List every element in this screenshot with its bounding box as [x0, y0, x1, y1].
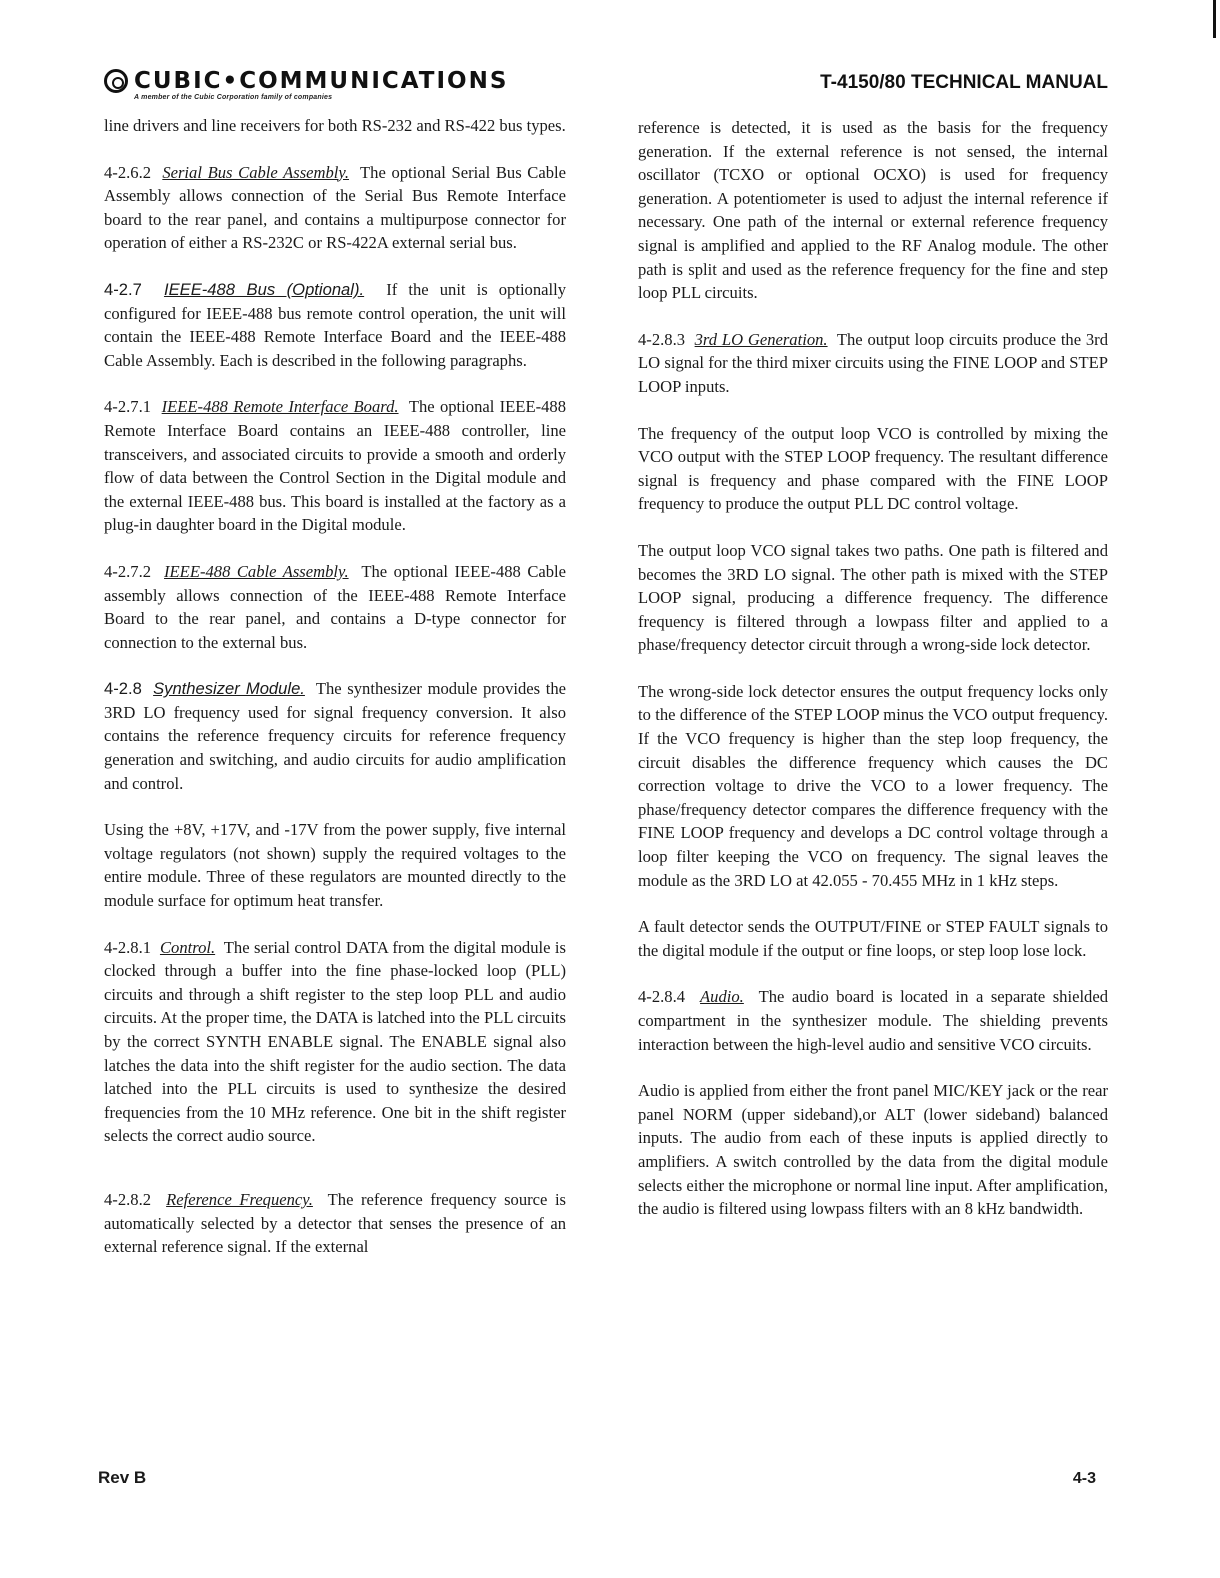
- section-body: The output loop circuits produce the 3rd LO signal for the third mixer circuits using the FINE LOOP and STEP LOOP inputs.: [638, 329, 1109, 396]
- section-number: 4-2.8.4: [638, 987, 686, 1007]
- company-logo: [104, 68, 508, 94]
- manual-title: T-4150/80 TECHNICAL MANUAL: [820, 72, 1108, 93]
- section-number: 4-2.8.3: [638, 329, 686, 349]
- company-tagline: A member of the Cubic Corporation family of companies: [134, 94, 333, 101]
- paragraph: Audio is applied from either the front panel MIC/KEY jack or the rear panel NORM (upper sideband),or ALT (lower sideband) balanced inputs. The audio from each of these inputs is applied directly to amplifiers. A switch controlled by the data from the digital module selects either the microphone or normal line input. After amplification, the audio is filtered using lowpass filters with an 8 kHz bandwidth.: [638, 1081, 1108, 1219]
- section-title: Synthesizer Module.: [153, 679, 305, 699]
- section-4-2-8-3: [638, 328, 1108, 399]
- section-title: 3rd LO Generation.: [694, 329, 828, 349]
- cubic-logo-icon: [104, 69, 128, 93]
- paragraph: The wrong-side lock detector ensures the output frequency locks only to the difference of the STEP LOOP minus the VCO output frequency. If the VCO frequency is higher than the step loop frequency, the circuit disables the difference frequency which causes the DC correction voltage to drive the VCO to a lower frequency. The phase/frequency detector compares the difference frequency with the FINE LOOP frequency and develops a DC control voltage through a loop filter keeping the VCO on frequency. The signal leaves the module as the 3RD LO at 42.055 - 70.455 MHz in 1 kHz steps.: [638, 681, 1108, 890]
- section-number: 4-2.8.2: [104, 1189, 152, 1209]
- section-body: The optional Serial Bus Cable Assembly allows connection of the Serial Bus Remote Interface board to the rear panel, and contains a multipurpose connector for operation of either a RS-232C or RS-422A external serial bus.: [104, 162, 567, 253]
- section-number: 4-2.7.2: [104, 561, 152, 581]
- section-title: IEEE-488 Remote Interface Board.: [161, 397, 399, 417]
- section-title: Serial Bus Cable Assembly.: [162, 162, 350, 182]
- section-title: Control.: [159, 937, 216, 957]
- section-body: The synthesizer module provides the 3RD LO frequency used for signal frequency conversion. It also contains the reference frequency circuits for reference frequency generation and switching, and audio circuits for audio amplification and control.: [104, 679, 567, 793]
- edge-mark: [1213, 0, 1216, 38]
- section-body: The optional IEEE-488 Remote Interface Board contains an IEEE-488 controller, line transceivers, and associated circuits to provide a smooth and orderly flow of data between the Control Section in the Digital module and the external IEEE-488 bus. This board is installed at the factory as a plug-in daughter board in the Digital module.: [104, 397, 566, 535]
- section-number: 4-2.8.1: [104, 937, 152, 957]
- section-number: 4-2.7: [104, 279, 142, 299]
- section-body: The optional IEEE-488 Cable assembly allows connection of the IEEE-488 Remote Interface Board to the rear panel, and contains a D-type connector for connection to the external bus.: [104, 561, 567, 652]
- section-4-2-8-2: [104, 1188, 566, 1259]
- section-4-2-8-4: [638, 985, 1108, 1056]
- section-4-2-8: [104, 677, 566, 795]
- paragraph: Using the +8V, +17V, and -17V from the power supply, five internal voltage regulators (not shown) supply the required voltages to the entire module. Three of these regulators are mounted directly to the module surface for optimum heat transfer.: [104, 820, 566, 911]
- section-4-2-7: [104, 278, 566, 372]
- left-column: [104, 114, 566, 1282]
- section-title: Audio.: [700, 987, 744, 1007]
- section-body: The audio board is located in a separate shielded compartment in the synthesizer module. The shielding prevents interaction between the high-level audio and sensitive VCO circuits.: [638, 987, 1109, 1054]
- section-title: Reference Frequency.: [166, 1189, 313, 1209]
- section-body: The serial control DATA from the digital module is clocked through a buffer into the fine phase-locked loop (PLL) circuits and through a shift register to the step loop PLL and audio circuits. At the proper time, the DATA is latched into the PLL circuits by the correct SYNTH ENABLE signal. The ENABLE signal also latches the data into the shift register for the audio section. The data latched into the PLL circuits is used to synthesize the desired frequencies from the 10 MHz reference. One bit in the shift register selects the correct audio source.: [104, 937, 566, 1146]
- section-title: IEEE-488 Cable Assembly.: [164, 561, 349, 581]
- section-title: IEEE-488 Bus (Optional).: [163, 279, 365, 299]
- section-body: The reference frequency source is automatically selected by a detector that senses the presence of an external reference signal. If the external: [104, 1189, 567, 1257]
- paragraph: A fault detector sends the OUTPUT/FINE or STEP FAULT signals to the digital module if the output or fine loops, or step loop lose lock.: [638, 917, 1108, 960]
- company-name: CUBIC•COMMUNICATIONS: [134, 68, 509, 94]
- paragraph: The frequency of the output loop VCO is controlled by mixing the VCO output with the STEP LOOP frequency. The resultant difference signal is frequency and phase compared with the FINE LOOP frequency to produce the output PLL DC control voltage.: [638, 423, 1108, 514]
- section-number: 4-2.7.1: [104, 397, 152, 417]
- section-4-2-8-1: [104, 936, 566, 1148]
- paragraph: line drivers and line receivers for both RS-232 and RS-422 bus types.: [104, 116, 566, 135]
- paragraph: reference is detected, it is used as the basis for the frequency generation. If the external reference is not sensed, the internal oscillator (TCXO or optional OCXO) is used for frequency generation. A potentiometer is used to adjust the internal reference if necessary. One path of the internal or external reference frequency signal is amplified and applied to the RF Analog module. The other path is split and used as the reference frequency for the fine and step loop PLL circuits.: [638, 118, 1108, 303]
- revision-label: Rev B: [98, 1468, 147, 1487]
- section-number: 4-2.6.2: [104, 162, 152, 182]
- section-4-2-7-1: [104, 395, 566, 537]
- right-column: [638, 116, 1108, 1244]
- section-body: If the unit is optionally configured for IEEE-488 bus remote control operation, the unit will contain the IEEE-488 Remote Interface Board and the IEEE-488 Cable Assembly. Each is described in the following paragraphs.: [104, 279, 567, 370]
- section-4-2-6-2: [104, 161, 566, 255]
- page-number: 4-3: [1072, 1470, 1096, 1487]
- section-4-2-7-2: [104, 560, 566, 654]
- section-number: 4-2.8: [104, 679, 142, 699]
- paragraph: The output loop VCO signal takes two paths. One path is filtered and becomes the 3RD LO signal. The other path is mixed with the STEP LOOP signal, producing a difference frequency. The difference frequency is filtered through a lowpass filter and applied to a phase/frequency detector circuit through a wrong-side lock detector.: [638, 540, 1108, 655]
